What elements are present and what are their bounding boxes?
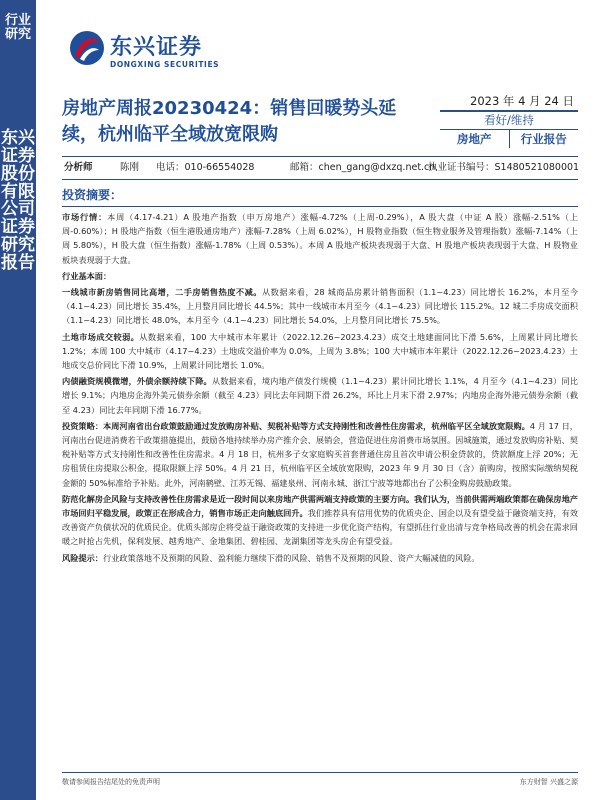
paragraph-sales — [62, 285, 578, 328]
paragraph-strategy — [62, 419, 578, 490]
logo-emblem-icon — [68, 28, 106, 68]
paragraph-risk — [62, 551, 578, 565]
logo-name-cn: 东兴证券 — [110, 34, 203, 60]
paragraph-lead: 防范化解房企风险与支持改善性住房需求是近一段时间以来房地产供需两端支持政策的主要方向。我们认为，当前供需两端政策都在确保房地产市场回归平稳发展，政策正在形成合力，销售市场正走向触底回升。 — [62, 493, 578, 519]
footer-disclaimer: 敬请参阅报告结尾处的免责声明 — [62, 778, 160, 786]
paragraph-market — [62, 210, 578, 267]
footer-slogan: 东方财智 兴盛之源 — [519, 778, 578, 786]
analyst-name: 陈刚 — [120, 162, 140, 173]
paragraph-land — [62, 330, 578, 373]
paragraph-text: 行业政策落地不及预期的风险、盈利能力继续下滑的风险、销售不及预期的风险、资产大幅减值的风险。 — [102, 552, 480, 563]
paragraph-lead: 行业基本面： — [62, 270, 112, 281]
report-meta-box — [440, 93, 578, 148]
paragraph-text: 从数据来看，境内地产债发行规模（1.1~4.23）累计同比增长 1.1%，4 月至今（4.1~4.23）同比增长 9.1%；内地房企海外美元债券余额（截至 4.23）同比去年同期下滑 26.2%，环比上月末下滑 2.97%；内地房企海外港元债券余额（截至 4.23）同比去年同期下滑 16.77%。 — [62, 376, 578, 415]
analyst-phone: 电话：010-66554028 — [156, 162, 255, 173]
sector-tag: 房地产 — [440, 130, 510, 148]
report-title: 房地产周报20230424：销售回暖势头延续，杭州临平全域放宽限购 — [62, 98, 397, 145]
summary-body — [62, 210, 578, 567]
report-rating: 看好/维持 — [440, 112, 578, 130]
paragraph-text: 本周（4.17-4.21）A 股地产指数（申万房地产）涨幅-4.72%（上周-0.29%），A 股大盘（中证 A 股）涨幅-2.51%（上周-0.60%）；H 股地产指数（恒生港股通房地产）涨幅-7.28%（上周 6.02%），H 股物业指数（恒生物业服务及管理指数）涨幅-7.14%（上周 5.80%），H 股大盘（恒生指数）涨幅-1.78%（上周 0.53%）。本周 A 股地产板块表现弱于大盘、H 股地产板块表现弱于大盘、H 股物业板块表现弱于大盘。 — [62, 212, 578, 265]
analyst-bar — [62, 156, 578, 180]
logo-name-en: DONGXING SECURITIES — [110, 60, 220, 69]
paragraph-fundamentals — [62, 269, 578, 283]
report-date: 2023 年 4 月 24 日 — [440, 93, 578, 112]
paragraph-text: 4 月 17 日，河南出台促进消费若干政策措施提出，鼓励各地持续举办房产推介会、展销会，营造促进住房消费市场氛围。因城施策，通过发放购房补贴、契税补贴等方式支持刚性和改善性住房需求。4 月 18 日，杭州多子女家庭购买首套普通住房且首次申请公积金贷款的，贷款额度上浮 20%；无房租赁住房提取公积金，提取限额上浮 50%。4 月 21 日，杭州临平区全域放宽限购，2023 年 9 月 30 日（含）前购房，按照实际缴纳契税金额的 50%标准给予补贴。此外，河南鹤壁、江苏无锡、福建泉州、河南永城、浙江宁波等地都出台了公积金购房鼓励政策。 — [62, 420, 578, 488]
paragraph-lead: 土地市场成交较弱。 — [62, 331, 140, 342]
summary-heading: 投资摘要： — [62, 186, 578, 207]
paragraph-lead: 内债融资规模微增，外债余额持续下降。 — [62, 376, 212, 387]
paragraph-lead: 市场行情： — [62, 212, 108, 222]
paragraph-text: 从数据来看，100 大中城市本年累计（2022.12.26~2023.4.23）成交土地建面同比下滑 5.6%，上周累计同比增长 1.2%；本周 100 大中城市（4.17~4.23）土地成交溢价率为 0.0%，上周为 3.8%；100 大中城市本年累计（2022.12.26~2023.4.23）土地成交总价同比下滑 10.9%，上周累计同比增长 1.0%。 — [62, 331, 578, 371]
analyst-role: 分析师 — [64, 162, 93, 173]
sidebar-org: 东兴证券股份有限公司证券研究报告 — [1, 128, 35, 273]
company-logo — [68, 28, 268, 74]
page-footer — [62, 772, 578, 790]
paragraph-outlook — [62, 492, 578, 549]
analyst-email: 邮箱：chen_gang@dxzq.net.cn — [290, 162, 436, 173]
paragraph-financing — [62, 374, 578, 417]
paragraph-lead: 一线城市新房销售同比高增，二手房销售热度不减。 — [62, 287, 262, 298]
paragraph-lead: 风险提示： — [62, 552, 103, 563]
paragraph-text: 从数据来看，28 城商品房累计销售面积（1.1~4.23）同比增长 16.2%，本月至今（4.1~4.23）同比增长 35.4%，上月整月同比增长 44.5%；其中一线城市本月至今（4.1~4.23）同比增长 115.2%。12 城二手房成交面积（1.1~4.23）同比增长 48.0%，本月至今（4.1~4.23）同比增长 54.0%，上月整月同比增长 75.5%。 — [62, 287, 578, 326]
sidebar-category: 行业研究 — [4, 13, 31, 42]
report-tags — [440, 130, 578, 148]
sidebar — [0, 0, 36, 800]
type-tag: 行业报告 — [520, 132, 567, 146]
paragraph-lead: 投资策略：本周河南省出台政策鼓励通过发放购房补贴、契税补贴等方式支持刚性和改善性住房需求，杭州临平区全域放宽限购。 — [62, 420, 530, 431]
paragraph-text: 我们推荐具有信用优势的优质央企、国企以及有望受益于融资端支持，有效改善资产负债状况的优质民企。优质头部房企将受益于融资政策的支持进一步优化资产结构，有望抓住行业出清与竞争格局改善的机会在需求回暖之时抢占先机，保利发展、越秀地产、金地集团、碧桂园、龙湖集团等龙头房企有望受益。 — [62, 508, 578, 547]
analyst-license: 执业证书编号：S1480521080001 — [428, 162, 580, 173]
